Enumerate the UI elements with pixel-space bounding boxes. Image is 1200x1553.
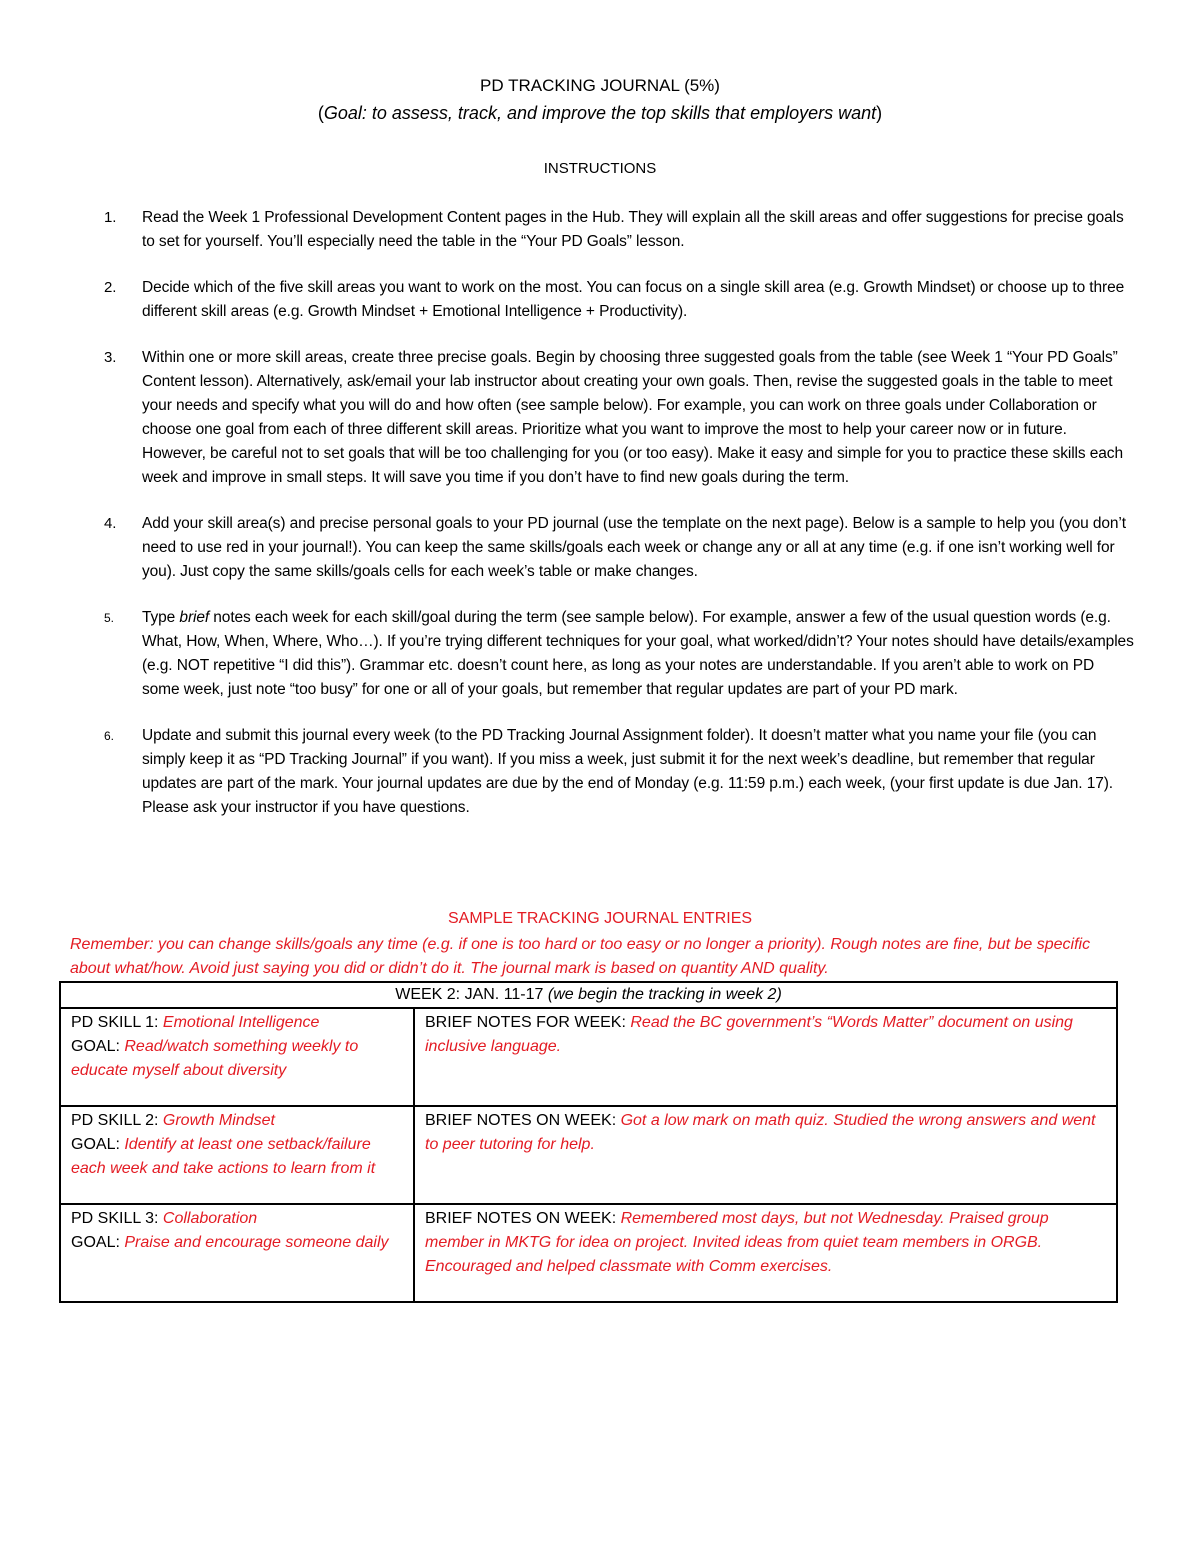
goal-value: Read/watch something weekly to educate myself about diversity xyxy=(71,1038,359,1079)
instruction-text: Add your skill area(s) and precise personal goals to your PD journal (use the template on the next page). Below is a sample to help you (you don’t need to use red in your journal!). You can keep the same skills/goals each week or change any or all at any time (e.g. if one isn’t working well for you). Just copy the same skills/goals cells for each week’s table or make changes. xyxy=(142,515,1126,580)
instruction-item-6 xyxy=(104,724,1134,820)
week-label: WEEK 2: JAN. 11-17 xyxy=(395,986,548,1003)
instruction-item-3 xyxy=(104,346,1134,490)
subtitle-close-paren: ) xyxy=(876,103,883,123)
table-row xyxy=(60,1204,1117,1302)
goal-label: GOAL: xyxy=(71,1136,125,1153)
skill-goal-cell xyxy=(60,1204,414,1302)
goal-label: GOAL: xyxy=(71,1038,125,1055)
instructions-heading: INSTRUCTIONS xyxy=(543,160,657,177)
week-header-row xyxy=(60,982,1117,1008)
week-note: (we begin the tracking in week 2) xyxy=(547,986,782,1003)
instruction-text-before: Type xyxy=(142,609,180,626)
instruction-text: Update and submit this journal every week (to the PD Tracking Journal Assignment folder). It doesn’t matter what you name your file (you can simply keep it as “PD Tracking Journal” if you want). If you miss a week, just submit it for the next week’s deadline, but remember that regular updates are part of the mark. Your journal updates are due by the end of Monday (e.g. 11:59 p.m.) each week, (your first update is due Jan. 17). Please ask your instructor if you have questions. xyxy=(142,727,1114,816)
skill-goal-cell xyxy=(60,1106,414,1204)
instruction-item-2 xyxy=(104,276,1134,324)
skill-goal-cell xyxy=(60,1008,414,1106)
instruction-item-5 xyxy=(104,606,1134,702)
skill-value: Emotional Intelligence xyxy=(162,1014,320,1031)
skill-label: PD SKILL 3: xyxy=(71,1210,163,1227)
notes-cell xyxy=(414,1106,1117,1204)
goal-value: Identify at least one setback/failure each week and take actions to learn from it xyxy=(71,1136,376,1177)
skill-label: PD SKILL 1: xyxy=(71,1014,163,1031)
document-title: PD TRACKING JOURNAL (5%) xyxy=(480,76,720,95)
instruction-item-1 xyxy=(104,206,1134,254)
notes-label: BRIEF NOTES FOR WEEK: xyxy=(425,1014,631,1031)
subtitle-open-paren: ( xyxy=(317,103,324,123)
instruction-item-4 xyxy=(104,512,1134,584)
table-row xyxy=(60,1106,1117,1204)
journal-table xyxy=(59,981,1118,1303)
notes-label: BRIEF NOTES ON WEEK: xyxy=(425,1112,621,1129)
instructions-list xyxy=(104,206,1134,842)
instruction-number: 6. xyxy=(104,729,114,743)
sample-reminder: Remember: you can change skills/goals any time (e.g. if one is too hard or too easy or no longer a priority). Rough notes are fine, but be specific about what/how. Avoid just saying you did or didn’t do it. The journal mark is based on quantity AND quality. xyxy=(70,936,1091,977)
notes-value: Got a low mark on math quiz. Studied the wrong answers and went to peer tutoring for help. xyxy=(425,1112,1096,1153)
instruction-number: 1. xyxy=(104,209,117,226)
skill-value: Growth Mindset xyxy=(162,1112,275,1129)
instruction-text: Decide which of the five skill areas you want to work on the most. You can focus on a single skill area (e.g. Growth Mindset) or choose up to three different skill areas (e.g. Growth Mindset + Emotional Intelligence + Productivity). xyxy=(142,279,1125,320)
document-subtitle xyxy=(0,103,1200,124)
notes-value: Remembered most days, but not Wednesday. Praised group member in MKTG for idea on project. Invited ideas from quiet team members in ORGB. Encouraged and helped classmate with Comm exercises. xyxy=(425,1210,1049,1275)
notes-cell xyxy=(414,1008,1117,1106)
instruction-text: Read the Week 1 Professional Development Content pages in the Hub. They will explain all the skill areas and offer suggestions for precise goals to set for yourself. You’ll especially need the table in the “Your PD Goals” lesson. xyxy=(142,209,1124,250)
instruction-number: 3. xyxy=(104,349,117,366)
goal-value: Praise and encourage someone daily xyxy=(124,1234,389,1251)
instruction-number: 4. xyxy=(104,515,117,532)
instruction-text: Within one or more skill areas, create three precise goals. Begin by choosing three suggested goals from the table (see Week 1 “Your PD Goals” Content lesson). Alternatively, ask/email your lab instructor about creating your own goals. Then, revise the suggested goals in the table to meet your needs and specify what you will do and how often (see sample below). For example, you can work on three goals under Collaboration or choose one goal from each of three different skill areas. Prioritize what you want to improve the most to help your career now or in future. However, be careful not to set goals that will be too challenging for you (or too easy). Make it easy and simple for you to practice these skills each week and improve in small steps. It will save you time if you don’t have to find new goals during the term. xyxy=(142,349,1123,486)
goal-label: GOAL: xyxy=(71,1234,125,1251)
subtitle-goal: Goal: to assess, track, and improve the top skills that employers want xyxy=(323,103,877,123)
notes-value: Read the BC government’s “Words Matter” document on using inclusive language. xyxy=(425,1014,1073,1055)
instruction-emphasis: brief xyxy=(179,609,210,626)
skill-value: Collaboration xyxy=(162,1210,258,1227)
week-header-cell xyxy=(60,982,1117,1008)
instruction-number: 2. xyxy=(104,279,117,296)
table-row xyxy=(60,1008,1117,1106)
instruction-text-after: notes each week for each skill/goal during the term (see sample below). For example, answer a few of the usual question words (e.g. What, How, When, Where, Who…). If you’re trying different techniques for your goal, what worked/didn’t? Your notes should have details/examples (e.g. NOT repetitive “I did this”). Grammar etc. doesn’t count here, as long as your notes are understandable. If you aren’t able to work on PD some week, just note “too busy” for one or all of your goals, but remember that regular updates are part of your PD mark. xyxy=(142,609,1134,698)
instruction-number: 5. xyxy=(104,611,114,625)
notes-cell xyxy=(414,1204,1117,1302)
notes-label: BRIEF NOTES ON WEEK: xyxy=(425,1210,621,1227)
sample-heading: SAMPLE TRACKING JOURNAL ENTRIES xyxy=(447,910,753,927)
skill-label: PD SKILL 2: xyxy=(71,1112,163,1129)
